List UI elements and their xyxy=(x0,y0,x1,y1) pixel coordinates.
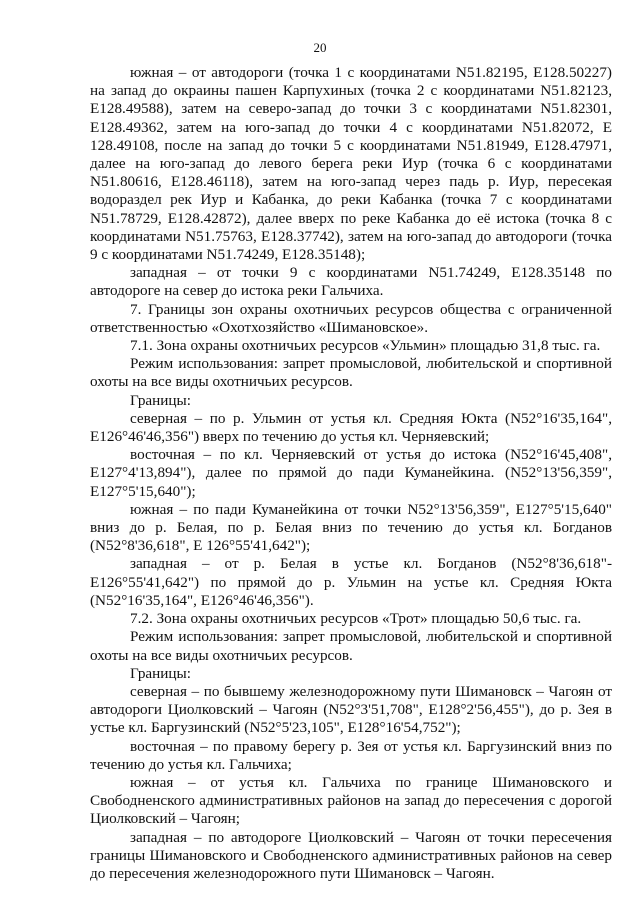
paragraph-west-border-prev: западная – от точки 9 с координатами N51.74249, E128.35148 по автодороге на север до истока реки Гальчиха. xyxy=(90,264,612,300)
borders-label-7-2: Границы: xyxy=(130,664,191,682)
east-border-7-2: восточная – по правому берегу р. Зея от устья кл. Баргузинский вниз по течению до устья кл. Гальчиха; xyxy=(90,737,612,773)
paragraph-south-border-prev: южная – от автодороги (точка 1 с координатами N51.82195, E128.50227) на запад до окраины пашен Карпухиных (точка 2 с координатами N51.82123, E128.49588), затем на северо-запад до точки 3 с координатами N51.82301, E128.49362, затем на юго-запад до точки 4 с координатами N51.82072, E 128.49108, после на запад до точки 5 с координатами N51.81949, E128.47971, далее на юго-запад до левого берега реки Иур (точка 6 с координатами N51.80616, E128.46118), затем на юго-запад через падь р. Иур, пересекая водораздел рек Иур и Кабанка, до реки Кабанка (точка 7 с координатами N51.78729, E128.42872), далее вверх по реке Кабанка до её истока (точка 8 с координатами N51.75763, E128.37742), затем на юго-запад до автодороги (точка 9 с координатами N51.74249, E128.35148); xyxy=(90,64,612,264)
section-7-heading: 7. Границы зон охраны охотничьих ресурсов общества с ограниченной ответственностью «Охотхозяйство «Шимановское». xyxy=(90,300,612,336)
east-border-7-1: восточная – по кл. Черняевский от устья до истока (N52°16'45,408", E127°4'13,894"), далее по прямой до пади Куманейкина. (N52°13'56,359", E127°5'15,640"); xyxy=(90,446,612,500)
west-border-7-1: западная – от р. Белая в устье кл. Богданов (N52°8'36,618"- E126°55'41,642") по прямой до р. Ульмин на устье кл. Средняя Юкта (N52°16'35,164", E126°46'46,356"). xyxy=(90,555,612,609)
section-7-2-heading: 7.2. Зона охраны охотничьих ресурсов «Трот» площадью 50,6 тыс. га. xyxy=(130,610,582,628)
north-border-7-1: северная – по р. Ульмин от устья кл. Средняя Юкта (N52°16'35,164", E126°46'46,356") вверх по течению до устья кл. Черняевский; xyxy=(90,409,612,446)
south-border-7-1: южная – по пади Куманейкина от точки N52°13'56,359", E127°5'15,640" вниз до р. Белая, по р. Белая вниз по течению до устья кл. Богданов (N52°8'36,618", E 126°55'41,642"); xyxy=(90,500,612,555)
usage-regime-7-1: Режим использования: запрет промысловой, любительской и спортивной охоты на все виды охотничьих ресурсов. xyxy=(90,355,612,391)
borders-label-7-1: Границы: xyxy=(130,391,191,409)
south-border-7-2: южная – от устья кл. Гальчиха по границе Шимановского и Свободненского административных районов на запад до пересечения с дорогой Циолковский – Чагоян; xyxy=(90,773,612,828)
document-body xyxy=(90,64,612,883)
section-7-1-heading: 7.1. Зона охраны охотничьих ресурсов «Ульмин» площадью 31,8 тыс. га. xyxy=(130,337,601,355)
north-border-7-2: северная – по бывшему железнодорожному пути Шимановск – Чагоян от автодороги Циолковский – Чагоян (N52°3'51,708", E128°2'56,455"), до р. Зея в устье кл. Баргузинский (N52°5'23,105", E128°16'54,752"); xyxy=(90,682,612,737)
usage-regime-7-2: Режим использования: запрет промысловой, любительской и спортивной охоты на все виды охотничьих ресурсов. xyxy=(90,628,612,664)
page-number: 20 xyxy=(313,40,327,55)
west-border-7-2: западная – по автодороге Циолковский – Чагоян от точки пересечения границы Шимановского и Свободненского административных районов на север до пересечения железнодорожного пути Шимановск – Чагоян. xyxy=(90,828,612,882)
